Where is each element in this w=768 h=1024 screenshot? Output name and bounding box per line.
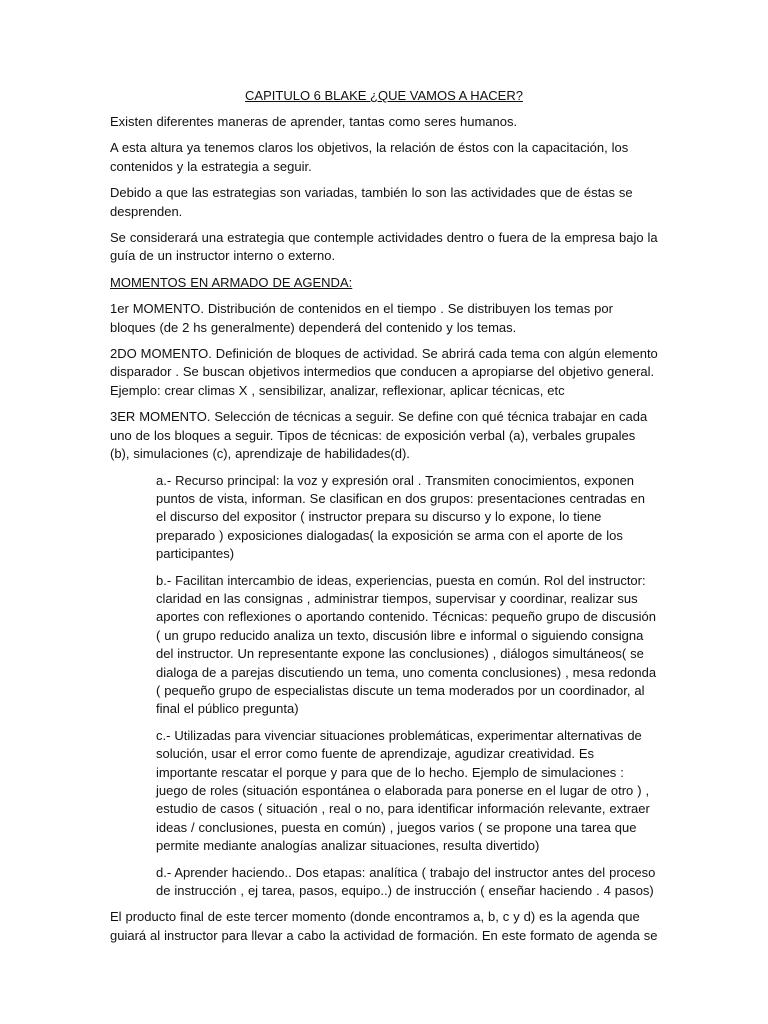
- paragraph-intro: Existen diferentes maneras de aprender, tantas como seres humanos.: [110, 114, 518, 129]
- paragraph-moment-2: 2DO MOMENTO. Definición de bloques de actividad. Se abrirá cada tema con algún elemento disparador . Se buscan objetivos intermedios que conducen a apropiarse del objetivo general. Ejemplo: crear climas X , sensibilizar, analizar, reflexionar, aplicar técnicas, etc: [110, 346, 658, 398]
- paragraph-final-product: El producto final de este tercer momento (donde encontramos a, b, c y d) es la agenda que guiará al instructor para llevar a cabo la actividad de formación. En este formato de agenda se: [110, 909, 658, 943]
- list-item-c: c.- Utilizadas para vivenciar situaciones problemáticas, experimentar alternativas de solución, usar el error como fuente de aprendizaje, agudizar creatividad. Es importante rescatar el porque y para que de lo hecho. Ejemplo de simulaciones : juego de roles (situación espontánea o elaborada para ponerse en el lugar de otro ) , estudio de casos ( situación , real o no, para identificar información relevante, extraer ideas / conclusiones, puesta en común) , juegos varios ( se propone una tarea que permite mediante analogías analizar situaciones, resulta divertido): [156, 727, 650, 854]
- document-body: [110, 113, 658, 953]
- list-item-b: b.- Facilitan intercambio de ideas, experiencias, puesta en común. Rol del instructor: claridad en las consignas , administrar tiempos, supervisar y coordinar, realizar sus aportes con reflexiones o aportando contenido. Técnicas: pequeño grupo de discusión ( un grupo reducido analiza un texto, discusión libre e informal o siguiendo consigna del instructor. Un representante expone las conclusiones) , diálogos simultáneos( se dialoga de a parejas discutiendo un tema, uno comenta conclusiones) , mesa redonda ( pequeño grupo de especialistas discute un tema moderados por un coordinador, al final el público pregunta): [156, 572, 657, 717]
- paragraph-moment-3: 3ER MOMENTO. Selección de técnicas a seguir. Se define con qué técnica trabajar en cada uno de los bloques a seguir. Tipos de técnicas: de exposición verbal (a), verbales grupales (b), simulaciones (c), aprendizaje de habilidades(d).: [110, 409, 648, 462]
- paragraph-moment-1: 1er MOMENTO. Distribución de contenidos en el tiempo . Se distribuyen los temas por bloques (de 2 hs generalmente) dependerá del contenido y los temas.: [110, 301, 613, 335]
- document-title: CAPITULO 6 BLAKE ¿QUE VAMOS A HACER?: [245, 88, 523, 103]
- paragraph-instructor: Se considerará una estrategia que contemple actividades dentro o fuera de la empresa bajo la guía de un instructor interno o externo.: [110, 230, 658, 264]
- paragraph-objectives: A esta altura ya tenemos claros los objetivos, la relación de éstos con la capacitación, los contenidos y la estrategia a seguir.: [110, 140, 629, 174]
- section-heading-momentos: MOMENTOS EN ARMADO DE AGENDA:: [110, 274, 353, 290]
- list-item-a: a.- Recurso principal: la voz y expresión oral . Transmiten conocimientos, exponen puntos de vista, informan. Se clasifican en dos grupos: presentaciones centradas en el discurso del expositor ( instructor prepara su discurso y lo expone, lo tiene preparado ) exposiciones dialogadas( la exposición se arma con el aporte de los participantes): [156, 472, 645, 562]
- list-item-d: d.- Aprender haciendo.. Dos etapas: analítica ( trabajo del instructor antes del proceso de instrucción , ej tarea, pasos, equipo..) de instrucción ( enseñar haciendo . 4 pasos): [156, 864, 656, 899]
- paragraph-strategies: Debido a que las estrategias son variadas, también lo son las actividades que de éstas se desprenden.: [110, 185, 633, 219]
